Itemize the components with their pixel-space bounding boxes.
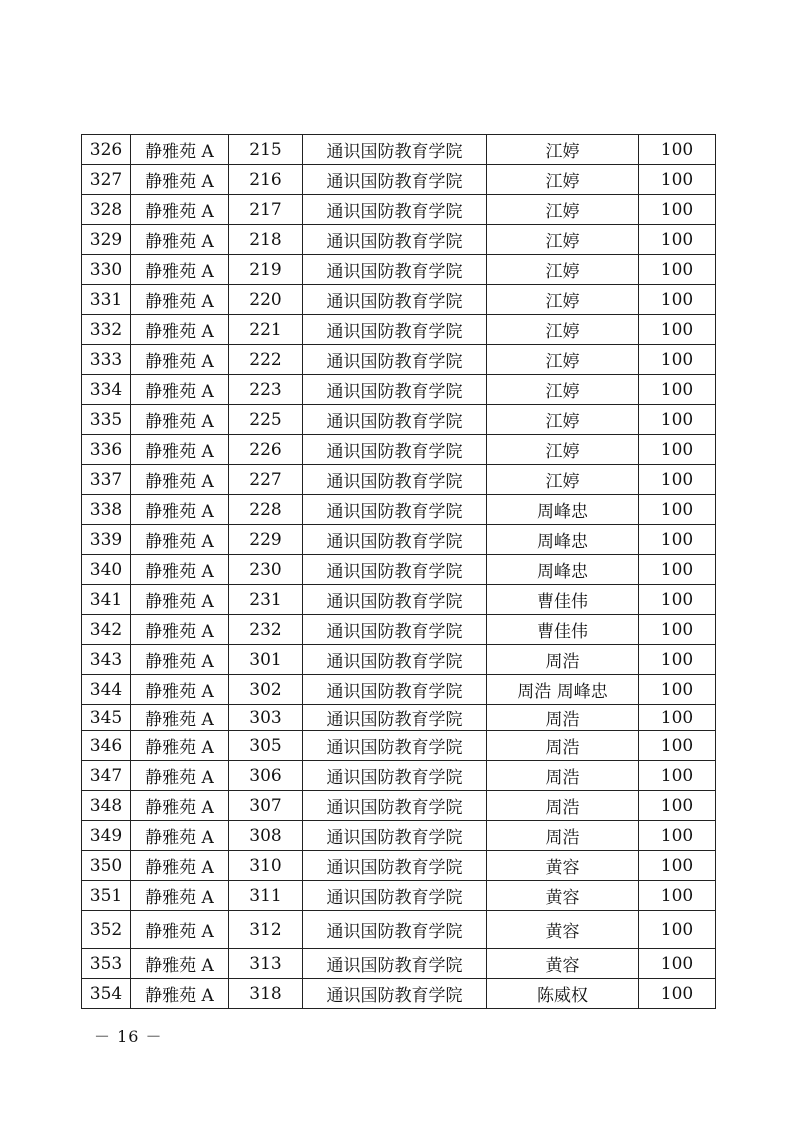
cell-person: 江婷 bbox=[487, 135, 639, 165]
cell-building: 静雅苑 A bbox=[131, 645, 229, 675]
cell-room: 218 bbox=[229, 225, 303, 255]
cell-number: 346 bbox=[82, 731, 131, 761]
dormitory-score-table bbox=[81, 134, 716, 1009]
table-row bbox=[82, 615, 716, 645]
cell-college: 通识国防教育学院 bbox=[303, 375, 487, 405]
cell-number: 351 bbox=[82, 881, 131, 911]
cell-person: 江婷 bbox=[487, 375, 639, 405]
cell-person: 江婷 bbox=[487, 315, 639, 345]
cell-room: 230 bbox=[229, 555, 303, 585]
table-row bbox=[82, 465, 716, 495]
table-row bbox=[82, 645, 716, 675]
table-row bbox=[82, 949, 716, 979]
cell-room: 310 bbox=[229, 851, 303, 881]
cell-room: 301 bbox=[229, 645, 303, 675]
cell-college: 通识国防教育学院 bbox=[303, 851, 487, 881]
cell-score: 100 bbox=[639, 761, 716, 791]
cell-score: 100 bbox=[639, 285, 716, 315]
cell-college: 通识国防教育学院 bbox=[303, 979, 487, 1009]
cell-person: 黄容 bbox=[487, 911, 639, 949]
cell-person: 周浩 bbox=[487, 645, 639, 675]
cell-number: 340 bbox=[82, 555, 131, 585]
cell-building: 静雅苑 A bbox=[131, 585, 229, 615]
cell-number: 341 bbox=[82, 585, 131, 615]
cell-score: 100 bbox=[639, 851, 716, 881]
cell-room: 303 bbox=[229, 705, 303, 731]
cell-college: 通识国防教育学院 bbox=[303, 495, 487, 525]
cell-number: 332 bbox=[82, 315, 131, 345]
cell-college: 通识国防教育学院 bbox=[303, 345, 487, 375]
cell-college: 通识国防教育学院 bbox=[303, 195, 487, 225]
cell-building: 静雅苑 A bbox=[131, 465, 229, 495]
cell-score: 100 bbox=[639, 675, 716, 705]
cell-number: 343 bbox=[82, 645, 131, 675]
cell-number: 336 bbox=[82, 435, 131, 465]
table-row bbox=[82, 911, 716, 949]
cell-college: 通识国防教育学院 bbox=[303, 675, 487, 705]
cell-college: 通识国防教育学院 bbox=[303, 315, 487, 345]
cell-person: 周浩 bbox=[487, 791, 639, 821]
cell-college: 通识国防教育学院 bbox=[303, 555, 487, 585]
cell-building: 静雅苑 A bbox=[131, 225, 229, 255]
cell-room: 308 bbox=[229, 821, 303, 851]
cell-score: 100 bbox=[639, 821, 716, 851]
cell-building: 静雅苑 A bbox=[131, 435, 229, 465]
cell-room: 307 bbox=[229, 791, 303, 821]
cell-room: 226 bbox=[229, 435, 303, 465]
cell-building: 静雅苑 A bbox=[131, 791, 229, 821]
table-row bbox=[82, 705, 716, 731]
table-body bbox=[82, 135, 716, 1009]
cell-score: 100 bbox=[639, 225, 716, 255]
cell-college: 通识国防教育学院 bbox=[303, 525, 487, 555]
cell-college: 通识国防教育学院 bbox=[303, 791, 487, 821]
cell-score: 100 bbox=[639, 791, 716, 821]
cell-college: 通识国防教育学院 bbox=[303, 949, 487, 979]
cell-college: 通识国防教育学院 bbox=[303, 645, 487, 675]
cell-room: 306 bbox=[229, 761, 303, 791]
cell-score: 100 bbox=[639, 195, 716, 225]
cell-building: 静雅苑 A bbox=[131, 731, 229, 761]
cell-score: 100 bbox=[639, 615, 716, 645]
cell-room: 227 bbox=[229, 465, 303, 495]
cell-number: 347 bbox=[82, 761, 131, 791]
cell-person: 江婷 bbox=[487, 165, 639, 195]
table-row bbox=[82, 585, 716, 615]
cell-building: 静雅苑 A bbox=[131, 285, 229, 315]
cell-number: 330 bbox=[82, 255, 131, 285]
cell-person: 周浩 bbox=[487, 761, 639, 791]
dormitory-score-table-container bbox=[81, 134, 715, 1009]
cell-score: 100 bbox=[639, 705, 716, 731]
cell-person: 周峰忠 bbox=[487, 495, 639, 525]
cell-person: 曹佳伟 bbox=[487, 615, 639, 645]
cell-score: 100 bbox=[639, 165, 716, 195]
cell-building: 静雅苑 A bbox=[131, 375, 229, 405]
cell-person: 黄容 bbox=[487, 949, 639, 979]
cell-building: 静雅苑 A bbox=[131, 851, 229, 881]
cell-score: 100 bbox=[639, 555, 716, 585]
table-row bbox=[82, 791, 716, 821]
table-row bbox=[82, 821, 716, 851]
table-row bbox=[82, 255, 716, 285]
cell-score: 100 bbox=[639, 979, 716, 1009]
cell-number: 339 bbox=[82, 525, 131, 555]
cell-college: 通识国防教育学院 bbox=[303, 585, 487, 615]
table-row bbox=[82, 165, 716, 195]
cell-building: 静雅苑 A bbox=[131, 255, 229, 285]
cell-score: 100 bbox=[639, 495, 716, 525]
cell-building: 静雅苑 A bbox=[131, 165, 229, 195]
table-row bbox=[82, 345, 716, 375]
page-number: － 16 － bbox=[94, 1027, 163, 1046]
cell-number: 329 bbox=[82, 225, 131, 255]
cell-number: 352 bbox=[82, 911, 131, 949]
cell-number: 327 bbox=[82, 165, 131, 195]
cell-college: 通识国防教育学院 bbox=[303, 135, 487, 165]
table-row bbox=[82, 761, 716, 791]
table-row bbox=[82, 979, 716, 1009]
cell-building: 静雅苑 A bbox=[131, 315, 229, 345]
cell-score: 100 bbox=[639, 585, 716, 615]
cell-score: 100 bbox=[639, 881, 716, 911]
cell-building: 静雅苑 A bbox=[131, 979, 229, 1009]
cell-score: 100 bbox=[639, 465, 716, 495]
cell-room: 302 bbox=[229, 675, 303, 705]
cell-person: 江婷 bbox=[487, 225, 639, 255]
cell-score: 100 bbox=[639, 405, 716, 435]
cell-person: 黄容 bbox=[487, 881, 639, 911]
cell-score: 100 bbox=[639, 315, 716, 345]
cell-building: 静雅苑 A bbox=[131, 615, 229, 645]
cell-number: 349 bbox=[82, 821, 131, 851]
table-row bbox=[82, 195, 716, 225]
cell-building: 静雅苑 A bbox=[131, 135, 229, 165]
cell-room: 221 bbox=[229, 315, 303, 345]
cell-college: 通识国防教育学院 bbox=[303, 255, 487, 285]
cell-building: 静雅苑 A bbox=[131, 525, 229, 555]
cell-college: 通识国防教育学院 bbox=[303, 911, 487, 949]
cell-college: 通识国防教育学院 bbox=[303, 285, 487, 315]
table-row bbox=[82, 435, 716, 465]
table-row bbox=[82, 881, 716, 911]
cell-room: 215 bbox=[229, 135, 303, 165]
table-row bbox=[82, 555, 716, 585]
cell-number: 326 bbox=[82, 135, 131, 165]
cell-building: 静雅苑 A bbox=[131, 705, 229, 731]
cell-college: 通识国防教育学院 bbox=[303, 165, 487, 195]
cell-number: 338 bbox=[82, 495, 131, 525]
cell-person: 江婷 bbox=[487, 405, 639, 435]
cell-score: 100 bbox=[639, 525, 716, 555]
cell-number: 333 bbox=[82, 345, 131, 375]
cell-person: 江婷 bbox=[487, 255, 639, 285]
cell-room: 217 bbox=[229, 195, 303, 225]
cell-college: 通识国防教育学院 bbox=[303, 761, 487, 791]
cell-room: 318 bbox=[229, 979, 303, 1009]
cell-room: 228 bbox=[229, 495, 303, 525]
cell-room: 232 bbox=[229, 615, 303, 645]
cell-person: 江婷 bbox=[487, 285, 639, 315]
cell-number: 331 bbox=[82, 285, 131, 315]
cell-room: 305 bbox=[229, 731, 303, 761]
table-row bbox=[82, 225, 716, 255]
cell-building: 静雅苑 A bbox=[131, 761, 229, 791]
cell-number: 345 bbox=[82, 705, 131, 731]
cell-person: 周浩 bbox=[487, 821, 639, 851]
cell-college: 通识国防教育学院 bbox=[303, 705, 487, 731]
cell-person: 江婷 bbox=[487, 195, 639, 225]
cell-person: 曹佳伟 bbox=[487, 585, 639, 615]
cell-person: 周浩 bbox=[487, 705, 639, 731]
cell-building: 静雅苑 A bbox=[131, 345, 229, 375]
cell-room: 216 bbox=[229, 165, 303, 195]
cell-college: 通识国防教育学院 bbox=[303, 731, 487, 761]
cell-score: 100 bbox=[639, 375, 716, 405]
cell-person: 江婷 bbox=[487, 435, 639, 465]
cell-building: 静雅苑 A bbox=[131, 405, 229, 435]
table-row bbox=[82, 851, 716, 881]
cell-number: 354 bbox=[82, 979, 131, 1009]
cell-room: 219 bbox=[229, 255, 303, 285]
table-row bbox=[82, 375, 716, 405]
cell-room: 229 bbox=[229, 525, 303, 555]
cell-person: 周峰忠 bbox=[487, 525, 639, 555]
table-row bbox=[82, 495, 716, 525]
cell-person: 黄容 bbox=[487, 851, 639, 881]
cell-room: 313 bbox=[229, 949, 303, 979]
table-row bbox=[82, 731, 716, 761]
cell-college: 通识国防教育学院 bbox=[303, 225, 487, 255]
cell-building: 静雅苑 A bbox=[131, 195, 229, 225]
cell-building: 静雅苑 A bbox=[131, 911, 229, 949]
cell-building: 静雅苑 A bbox=[131, 555, 229, 585]
cell-building: 静雅苑 A bbox=[131, 821, 229, 851]
cell-number: 334 bbox=[82, 375, 131, 405]
cell-college: 通识国防教育学院 bbox=[303, 465, 487, 495]
table-row bbox=[82, 675, 716, 705]
table-row bbox=[82, 405, 716, 435]
cell-score: 100 bbox=[639, 645, 716, 675]
cell-score: 100 bbox=[639, 135, 716, 165]
cell-score: 100 bbox=[639, 345, 716, 375]
cell-score: 100 bbox=[639, 731, 716, 761]
cell-score: 100 bbox=[639, 435, 716, 465]
cell-number: 337 bbox=[82, 465, 131, 495]
cell-person: 江婷 bbox=[487, 345, 639, 375]
cell-college: 通识国防教育学院 bbox=[303, 881, 487, 911]
cell-number: 348 bbox=[82, 791, 131, 821]
cell-building: 静雅苑 A bbox=[131, 881, 229, 911]
cell-room: 225 bbox=[229, 405, 303, 435]
cell-building: 静雅苑 A bbox=[131, 495, 229, 525]
cell-room: 222 bbox=[229, 345, 303, 375]
cell-score: 100 bbox=[639, 255, 716, 285]
cell-room: 220 bbox=[229, 285, 303, 315]
cell-number: 328 bbox=[82, 195, 131, 225]
cell-person: 周浩 bbox=[487, 731, 639, 761]
cell-number: 344 bbox=[82, 675, 131, 705]
table-row bbox=[82, 135, 716, 165]
table-row bbox=[82, 285, 716, 315]
cell-number: 335 bbox=[82, 405, 131, 435]
cell-person: 江婷 bbox=[487, 465, 639, 495]
cell-person: 周浩 周峰忠 bbox=[487, 675, 639, 705]
cell-person: 陈威权 bbox=[487, 979, 639, 1009]
cell-number: 342 bbox=[82, 615, 131, 645]
table-row bbox=[82, 315, 716, 345]
cell-room: 312 bbox=[229, 911, 303, 949]
cell-college: 通识国防教育学院 bbox=[303, 435, 487, 465]
cell-building: 静雅苑 A bbox=[131, 949, 229, 979]
cell-room: 223 bbox=[229, 375, 303, 405]
cell-room: 311 bbox=[229, 881, 303, 911]
cell-college: 通识国防教育学院 bbox=[303, 405, 487, 435]
cell-room: 231 bbox=[229, 585, 303, 615]
cell-person: 周峰忠 bbox=[487, 555, 639, 585]
cell-college: 通识国防教育学院 bbox=[303, 821, 487, 851]
cell-college: 通识国防教育学院 bbox=[303, 615, 487, 645]
cell-number: 350 bbox=[82, 851, 131, 881]
cell-number: 353 bbox=[82, 949, 131, 979]
cell-score: 100 bbox=[639, 949, 716, 979]
cell-building: 静雅苑 A bbox=[131, 675, 229, 705]
table-row bbox=[82, 525, 716, 555]
cell-score: 100 bbox=[639, 911, 716, 949]
